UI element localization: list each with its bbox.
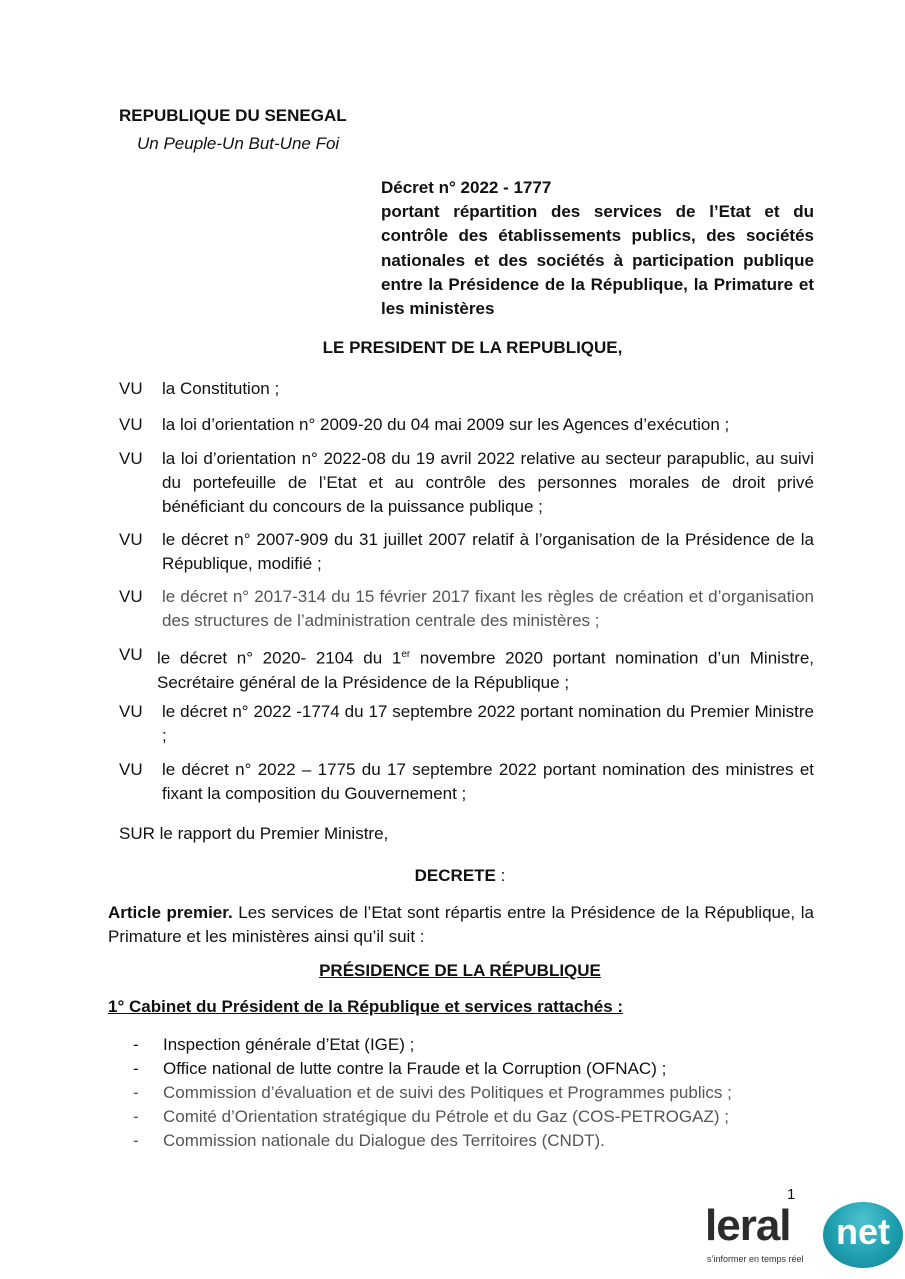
- decrete-label: DECRETE: [414, 866, 496, 885]
- dash-bullet: -: [133, 1083, 139, 1102]
- logo-tagline: s’informer en temps réel: [707, 1254, 804, 1264]
- list-item: [133, 1081, 732, 1105]
- vu-label: VU: [119, 379, 143, 398]
- vu-item: [119, 700, 814, 748]
- list-item: [133, 1033, 732, 1057]
- article-label: Article premier.: [108, 903, 233, 922]
- section-title: PRÉSIDENCE DE LA RÉPUBLIQUE: [319, 961, 601, 980]
- list-item-text: Office national de lutte contre la Fraude et la Corruption (OFNAC) ;: [163, 1059, 667, 1078]
- decree-number: Décret n° 2022 - 1777: [381, 178, 552, 197]
- vu-label: VU: [119, 760, 143, 779]
- vu-label: VU: [119, 587, 143, 606]
- article-text: Les services de l’Etat sont répartis entre la Présidence de la République, la Primature et les ministères ainsi qu’il suit :: [108, 903, 814, 946]
- decree-title: portant répartition des services de l’Etat et du contrôle des établissements publics, des sociétés nationales et des sociétés à participation publique entre la Présidence de la République, la Primature et les ministères: [381, 202, 814, 319]
- dash-bullet: -: [133, 1035, 139, 1054]
- list-item: [133, 1105, 732, 1129]
- services-list: [133, 1033, 732, 1153]
- sub-section-title: 1° Cabinet du Président de la République et services rattachés :: [108, 997, 624, 1016]
- logo-badge-text: net: [836, 1211, 890, 1252]
- list-item: [133, 1129, 732, 1153]
- vu-label: VU: [119, 530, 143, 549]
- vu-text: la loi d’orientation n° 2022-08 du 19 avril 2022 relative au secteur parapublic, au suivi du portefeuille de l’Etat et au contrôle des personnes morales de droit privé bénéficiant du concours de la puissance publique ;: [162, 449, 814, 516]
- vu-item: [119, 758, 814, 806]
- vu-text: [157, 643, 814, 695]
- vu-text: le décret n° 2017-314 du 15 février 2017 fixant les règles de création et d’organisation des structures de l’administration centrale des ministères ;: [162, 587, 814, 630]
- list-item-text: Commission d’évaluation et de suivi des Politiques et Programmes publics ;: [163, 1083, 732, 1102]
- vu-item: [119, 413, 814, 437]
- vu-label: VU: [119, 645, 143, 664]
- vu-text: le décret n° 2007-909 du 31 juillet 2007 relatif à l’organisation de la Présidence de la République, modifié ;: [162, 530, 814, 573]
- vu-label: VU: [119, 415, 143, 434]
- superscript: er: [401, 649, 411, 660]
- article-premier: [108, 901, 814, 949]
- president-heading: LE PRESIDENT DE LA REPUBLIQUE,: [322, 338, 623, 357]
- national-motto: Un Peuple-Un But-Une Foi: [137, 134, 340, 153]
- vu-label: VU: [119, 702, 143, 721]
- dash-bullet: -: [133, 1059, 139, 1078]
- vu-item: [119, 643, 814, 695]
- vu-text: la loi d’orientation n° 2009-20 du 04 mai 2009 sur les Agences d’exécution ;: [162, 415, 730, 434]
- logo-wordmark: leral: [705, 1201, 791, 1250]
- decrete-heading: [0, 866, 905, 886]
- vu-text: le décret n° 2022 – 1775 du 17 septembre 2022 portant nomination des ministres et fixant la composition du Gouvernement ;: [162, 760, 814, 803]
- country-heading: REPUBLIQUE DU SENEGAL: [119, 106, 347, 125]
- vu-text: la Constitution ;: [162, 379, 280, 398]
- vu-text-part: le décret n° 2020- 2104 du 1: [157, 648, 402, 668]
- list-item-text: Comité d’Orientation stratégique du Pétrole et du Gaz (COS-PETROGAZ) ;: [163, 1107, 729, 1126]
- sur-rapport: SUR le rapport du Premier Ministre,: [119, 824, 389, 843]
- vu-item: [119, 585, 814, 633]
- vu-item: [119, 377, 814, 401]
- list-item: [133, 1057, 732, 1081]
- list-item-text: Inspection générale d’Etat (IGE) ;: [163, 1035, 415, 1054]
- vu-label: VU: [119, 449, 143, 468]
- logo-badge-icon: [823, 1202, 903, 1268]
- decrete-suffix: :: [495, 866, 506, 885]
- vu-text: le décret n° 2022 -1774 du 17 septembre 2022 portant nomination du Premier Ministre ;: [162, 702, 814, 745]
- decree-title-block: [381, 176, 814, 321]
- page-number: 1: [787, 1186, 796, 1203]
- list-item-text: Commission nationale du Dialogue des Territoires (CNDT).: [163, 1131, 605, 1150]
- leralnet-logo: [705, 1202, 905, 1274]
- vu-text-part: novembre 2020 portant nomination d’un Ministre, Secrétaire général de la Présidence de la République ;: [157, 648, 815, 692]
- vu-item: [119, 447, 814, 519]
- dash-bullet: -: [133, 1131, 139, 1150]
- vu-item: [119, 528, 814, 576]
- dash-bullet: -: [133, 1107, 139, 1126]
